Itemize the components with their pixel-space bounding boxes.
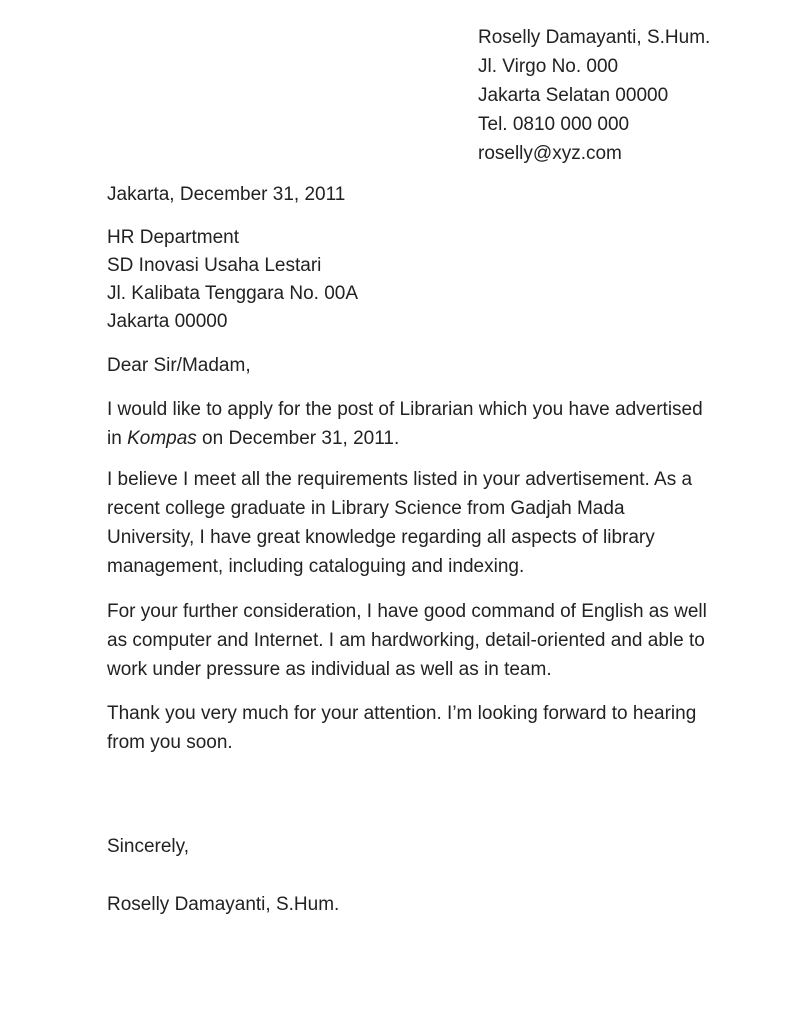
recipient-organization: SD Inovasi Usaha Lestari <box>107 255 322 276</box>
signature-name-cropped <box>107 890 407 915</box>
newspaper-name: Kompas <box>127 428 197 449</box>
body-paragraph-4: Thank you very much for your attention. I’m looking forward to hearing from you soon. <box>107 703 697 753</box>
sender-phone: Tel. 0810 000 000 <box>478 114 630 135</box>
signature-name: Roselly Damayanti, S.Hum. <box>107 894 340 915</box>
body-paragraph-3: For your further consideration, I have good command of English as well as computer and Internet. I am hardworking, detail-oriented and able to work under pressure as individual as well as in team. <box>107 601 707 680</box>
sender-name: Roselly Damayanti, S.Hum. <box>478 27 711 48</box>
paragraph-1-text-start: I would like to apply for the post of Librarian which you have advertised in <box>107 399 703 449</box>
paragraph-1-text-end: on December 31, 2011. <box>196 428 400 449</box>
closing: Sincerely, <box>107 836 190 857</box>
sender-email: roselly@xyz.com <box>478 143 622 164</box>
sender-address-block <box>478 23 778 168</box>
salutation: Dear Sir/Madam, <box>107 355 251 376</box>
body-paragraph-2: I believe I meet all the requirements listed in your advertisement. As a recent college graduate in Library Science from Gadjah Mada University, I have great knowledge regarding all aspects of library management, including cataloguing and indexing. <box>107 469 693 577</box>
sender-city: Jakarta Selatan 00000 <box>478 85 669 106</box>
recipient-department: HR Department <box>107 227 239 248</box>
recipient-address-block <box>107 224 358 336</box>
recipient-street: Jl. Kalibata Tenggara No. 00A <box>107 283 359 304</box>
sender-street: Jl. Virgo No. 000 <box>478 56 619 77</box>
recipient-city: Jakarta 00000 <box>107 311 228 332</box>
letter-date: Jakarta, December 31, 2011 <box>107 184 346 205</box>
body-paragraph-1 <box>107 395 717 453</box>
